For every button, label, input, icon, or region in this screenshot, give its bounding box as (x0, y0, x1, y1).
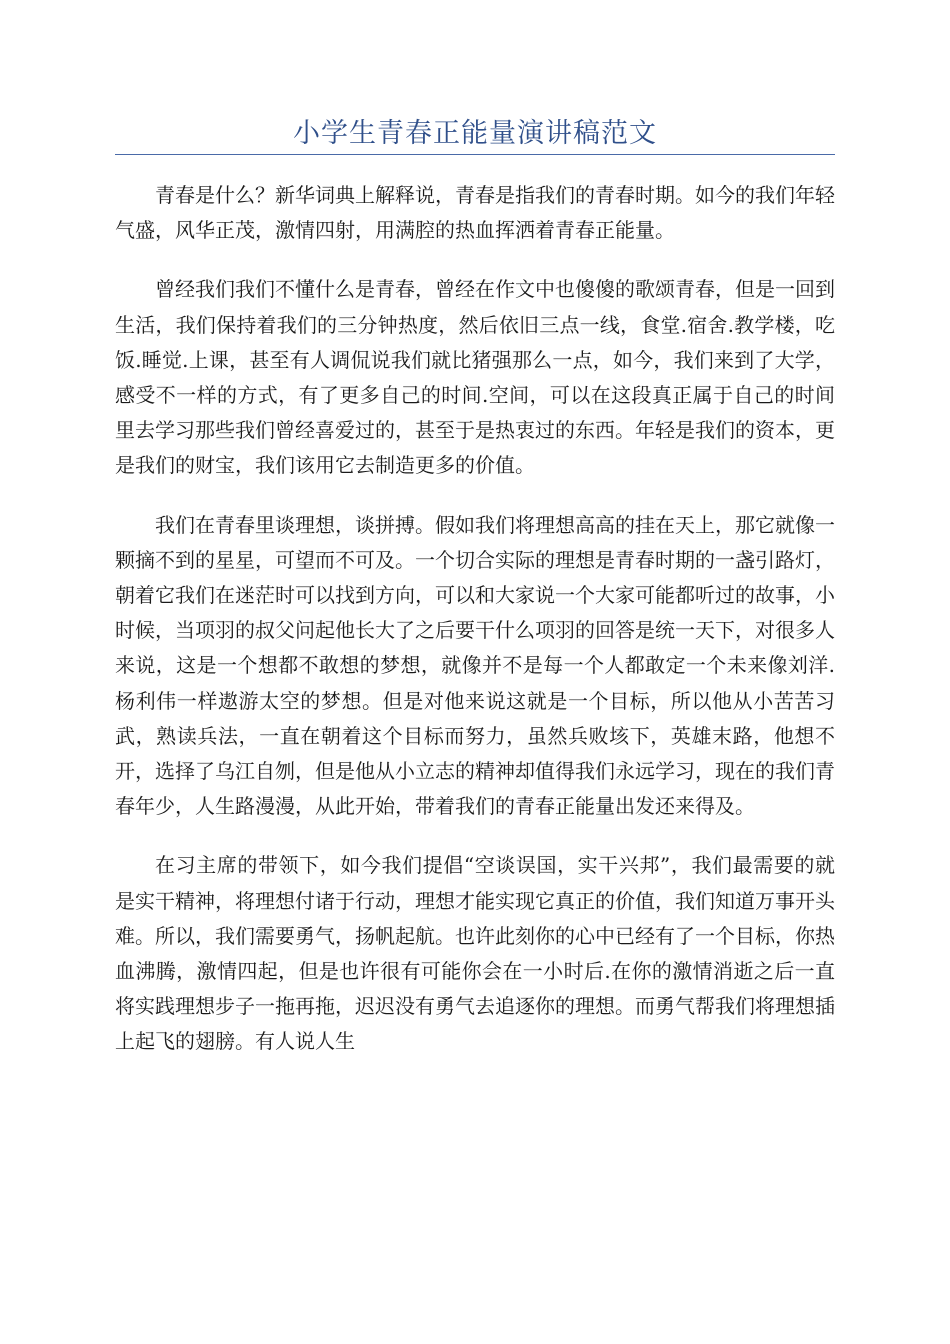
paragraph-1: 青春是什么？新华词典上解释说，青春是指我们的青春时期。如今的我们年轻气盛，风华正茂，激情四射，用满腔的热血挥洒着青春正能量。 (115, 183, 835, 243)
document-body (115, 178, 835, 1084)
paragraph-4: 在习主席的带领下，如今我们提倡“空谈误国，实干兴邦”，我们最需要的就是实干精神，将理想付诸于行动，理想才能实现它真正的价值，我们知道万事开头难。所以，我们需要勇气，扬帆起航。也许此刻你的心中已经有了一个目标，你热血沸腾，激情四起，但是也许很有可能你会在一小时后.在你的激情消逝之后一直将实践理想步子一拖再拖，迟迟没有勇气去追逐你的理想。而勇气帮我们将理想插上起飞的翅膀。有人说人生 (115, 853, 835, 1054)
paragraph-2: 曾经我们我们不懂什么是青春，曾经在作文中也傻傻的歌颂青春，但是一回到生活，我们保持着我们的三分钟热度，然后依旧三点一线，食堂.宿舍.教学楼，吃饭.睡觉.上课，甚至有人调侃说我们就比猪强那么一点，如今，我们来到了大学，感受不一样的方式，有了更多自己的时间.空间，可以在这段真正属于自己的时间里去学习那些我们曾经喜爱过的，甚至于是热衷过的东西。年轻是我们的资本，更是我们的财宝，我们该用它去制造更多的价值。 (115, 277, 835, 478)
paragraph-3: 我们在青春里谈理想，谈拼搏。假如我们将理想高高的挂在天上，那它就像一颗摘不到的星星，可望而不可及。一个切合实际的理想是青春时期的一盏引路灯，朝着它我们在迷茫时可以找到方向，可以和大家说一个大家可能都听过的故事，小时候，当项羽的叔父问起他长大了之后要干什么项羽的回答是统一天下，对很多人来说，这是一个想都不敢想的梦想，就像并不是每一个人都敢定一个未来像刘洋.杨利伟一样遨游太空的梦想。但是对他来说这就是一个目标，所以他从小苦苦习武，熟读兵法，一直在朝着这个目标而努力，虽然兵败垓下，英雄末路，他想不开，选择了乌江自刎，但是他从小立志的精神却值得我们永远学习，现在的我们青春年少，人生路漫漫，从此开始，带着我们的青春正能量出发还来得及。 (115, 512, 835, 819)
document-page (115, 0, 835, 1344)
title-underline (115, 154, 835, 155)
document-title: 小学生青春正能量演讲稿范文 (293, 118, 657, 149)
